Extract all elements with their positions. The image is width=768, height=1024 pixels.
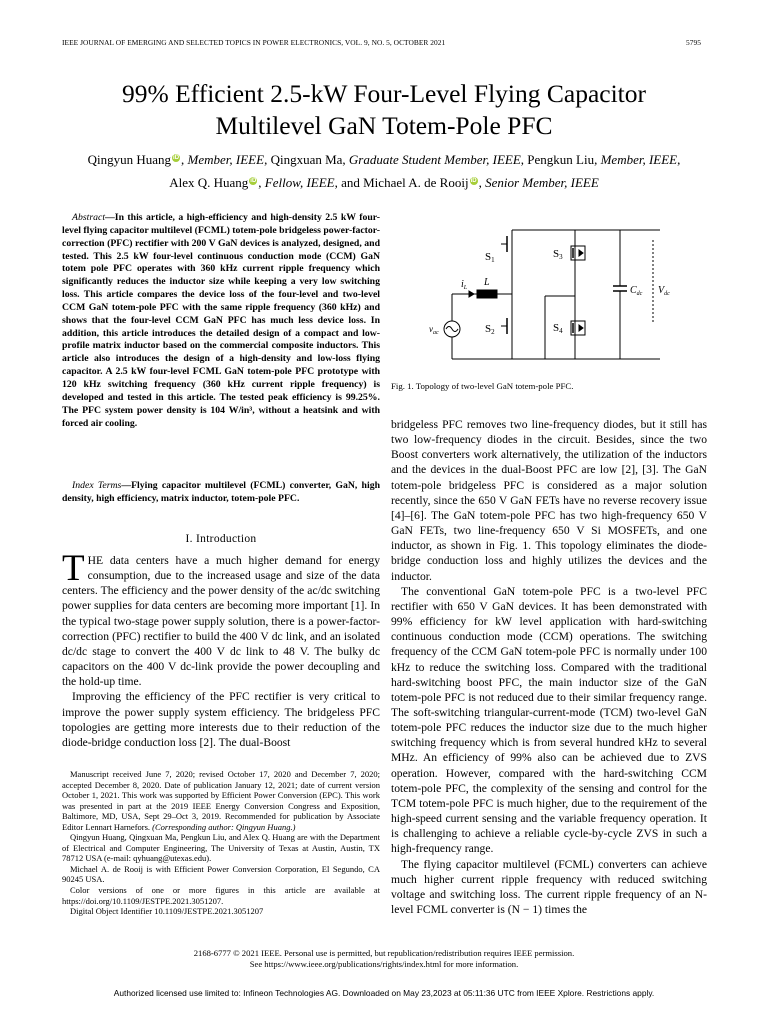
running-header: IEEE JOURNAL OF EMERGING AND SELECTED TOPICS IN POWER ELECTRONICS, VOL. 9, NO. 5, OCTOBER 2021 — [62, 38, 446, 47]
footnote-doi: Digital Object Identifier 10.1109/JESTPE.2021.3051207 — [70, 906, 264, 917]
author-name: Michael A. de Rooij — [363, 175, 469, 190]
author-line-1: Qingyun Huang iD , Member, IEEE, Qingxuan Ma, Graduate Student Member, IEEE, Pengkun Liu, Member, IEEE, — [87, 152, 681, 167]
figure-1-caption: Fig. 1. Topology of two-level GaN totem-pole PFC. — [391, 381, 574, 391]
index-terms-label: Index Terms — [72, 480, 122, 491]
paper-title-line-1: 99% Efficient 2.5-kW Four-Level Flying Capacitor — [121, 79, 646, 108]
label-il: $i_L$ — [461, 279, 468, 291]
page-number: 5795 — [686, 38, 701, 47]
orcid-icon[interactable]: iD — [250, 178, 257, 184]
intro-body — [62, 548, 380, 750]
author-name: Pengkun Liu — [527, 152, 595, 167]
footnote-corresponding: (Corresponding author: Qingyun Huang.) — [152, 821, 296, 832]
label-vdc: $V_{dc}$ — [658, 285, 670, 297]
label-s2: S2 — [485, 323, 495, 336]
abstract: Abstract—In this article, a high-efficiency and high-density 2.5 kW four-level flying capacitor multilevel (FCML) totem-pole bridgeless power-factor-correction (PFC) rectifier with 200 V GaN devices is analyzed, designed, and tested. This 2.5 kW four-level continuous conduction mode (CCM) GaN totem pole PFC operates with 360 kHz current ripple frequency which significantly reduces the inductor size while keeping a very low switching loss. This article compares the device loss of the four-level and two-level CCM GaN totem-pole PFC with the same ripple frequency (360 kHz) and shows that the four-level CCM GaN PFC has much less device loss. In addition, this article introduces the detailed design of a compact and low-profile matrix inductor based on the commercial composite inductors. This article also introduces the design of a high-density and low-loss flying capacitor. A 2.5 kW four-level FCML GaN totem-pole PFC prototype with 120 kHz switching frequency (360 kHz current ripple frequency) is developed and tested in this article. The tested peak efficiency is 99.25%. The PFC system power density is 104 W/in³, without a heatsink and with forced air cooling. — [62, 212, 380, 429]
label-s3: S3 — [553, 248, 563, 261]
authorized-use-banner: Authorized licensed use limited to: Infineon Technologies AG. Downloaded on May 23,2023 at 05:11:36 UTC from IEEE Xplore. Restrictions apply. — [113, 988, 655, 998]
author-name: Alex Q. Huang — [169, 175, 249, 190]
author-role: Member, IEEE — [600, 152, 678, 167]
right-paragraph-2: The conventional GaN totem-pole PFC is a two-level PFC rectifier with 650 V GaN devices. It has been demonstrated with 99% efficiency for kW level application with hard-switching continuous conduction mode (CCM) operations. The switching frequency of the CCM GaN totem-pole PFC is normally under 100 kHz to reduce the switching loss. Compared with the traditional hard-switching boost PFC, the main inductor size of the GaN totem-pole PFC is not reduced due to their similar frequency range. The soft-switching triangular-current-mode (TCM) two-level GaN totem-pole PFC reduces the inductor size due to the much higher switching frequency which is from several hundred kHz to several MHz. An efficiency of 99% also can be achieved due to ZVS operation. However, compared with the hard-switching CCM totem-pole PFC, the complexity of the sensing and control for the TCM totem-pole PFC is much higher, due to the requirement of the high-speed current sensing and the variable frequency operation. It is challenging to achieve a reliable cycle-by-cycle ZVS in such a high-frequency range. — [391, 584, 707, 856]
label-vac: $v_{ac}$ — [429, 324, 439, 336]
footnotes — [62, 769, 380, 917]
author-name: Qingxuan Ma — [270, 152, 343, 167]
author-role: Graduate Student Member, IEEE — [348, 152, 521, 167]
orcid-icon[interactable]: iD — [173, 155, 180, 161]
index-terms: Index Terms—Flying capacitor multilevel (FCML) converter, GaN, high density, high efficiency, matrix inductor, totem-pole PFC. — [62, 480, 380, 504]
label-s1: S1 — [485, 251, 495, 264]
current-arrow-icon — [469, 291, 474, 297]
copyright-line: 2168-6777 © 2021 IEEE. Personal use is permitted, but republication/redistribution requires IEEE permission. — [193, 948, 575, 958]
abstract-text: In this article, a high-efficiency and high-density 2.5 kW four-level flying capacitor multilevel (FCML) totem-pole bridgeless power-factor-correction (PFC) rectifier with 200 V GaN devices is analyzed, designed, and tested. This 2.5 kW four-level continuous conduction mode (CCM) GaN totem pole PFC operates with 360 kHz current ripple frequency which significantly reduces the inductor size while keeping a very low switching loss. This article compares the device loss of the four-level and two-level CCM GaN totem-pole PFC with the same ripple frequency (360 kHz) and shows that the four-level CCM GaN PFC has much less device loss. In addition, this article introduces the detailed design of a compact and low-profile matrix inductor based on the commercial composite inductors. This article also introduces the design of a high-density and low-loss flying capacitor. A 2.5 kW four-level FCML GaN totem-pole PFC prototype with 120 kHz switching frequency (360 kHz current ripple frequency) is developed and tested in this article. The tested peak efficiency is 99.25%. The PFC system power density is 104 W/in³, without a heatsink and with forced air cooling. — [62, 212, 380, 429]
right-paragraph-3: The flying capacitor multilevel (FCML) converters can achieve much higher current ripple frequency with reduced switching voltage and switching loss. The current ripple frequency of an N-level FCML converter is (N − 1) times the — [391, 857, 707, 916]
intro-paragraph-1: HE data centers have a much higher demand for energy consumption, due to the increased usage and size of the data centers. The efficiency and the power density of the ac/dc switching power supplies for data centers are becoming more important [1]. In the typical two-stage power supply solution, there is a power-factor-correction (PFC) rectifier to build the 400 V dc link, and an isolated dc/dc stage to convert the 400 V dc link to 48 V. The bulky dc capacitors on the 400 V dc-link provide the power decoupling and the hold-up time. — [62, 554, 380, 689]
footnote-color-versions: Color versions of one or more figures in this article are available at https://doi.org/10.1109/JESTPE.2021.3051207. — [62, 885, 380, 906]
author-role: Fellow, IEEE — [264, 175, 335, 190]
ac-wave-symbol — [446, 327, 458, 332]
paper-title-line-2: Multilevel GaN Totem-Pole PFC — [215, 111, 553, 140]
label-s4: S4 — [553, 322, 563, 335]
abstract-label: Abstract — [72, 212, 106, 223]
intro-paragraph-2: Improving the efficiency of the PFC rectifier is very critical to improve the power supply system efficiency. The bridgeless PFC topologies are getting more interests due to their reduction of the diode-bridge conduction loss [2]. The dual-Boost — [62, 690, 380, 749]
footnote-affiliation: Qingyun Huang, Qingxuan Ma, Pengkun Liu, and Alex Q. Huang are with the Department of Electrical and Computer Engineering, The University of Texas at Austin, Austin, TX 78712 USA (e-mail: qyhuang@utexas.edu). — [62, 832, 380, 864]
label-l: L — [484, 277, 490, 288]
right-column-body — [391, 417, 707, 917]
orcid-icon[interactable]: iD — [470, 178, 477, 184]
right-paragraph-1: bridgeless PFC removes two line-frequency diodes, but it still has two low-frequency diodes in the circuit. Besides, since the two Boost converters work alternatively, the utilization of the inductors and the devices in the dual-Boost PFC are low [2], [3]. The GaN totem-pole bridgeless PFC is considered as a major solution recently, since the 650 V GaN FETs have no reverse recovery issue [4]–[6]. The GaN totem-pole PFC has two high-frequency 650 V GaN FETs, two line-frequency 650 V Si MOSFETs, and one inductor, as shown in Fig. 1. This topology eliminates the diode-bridge conduction loss and highly utilizes the devices and the inductor. — [391, 418, 707, 583]
footnote-affiliation-2: Michael A. de Rooij is with Efficient Power Conversion Corporation, El Segundo, CA 90245 USA. — [62, 863, 380, 885]
author-line-2: Alex Q. Huang iD , Fellow, IEEE, and Michael A. de Rooij iD , Senior Member, IEEE — [169, 175, 599, 190]
author-role: Member, IEEE — [187, 152, 265, 167]
author-role: Senior Member, IEEE — [485, 175, 599, 190]
inductor-symbol — [477, 290, 497, 298]
label-cdc: $C_{dc}$ — [630, 285, 643, 297]
drop-cap: T — [62, 548, 85, 589]
rights-link[interactable]: See https://www.ieee.org/publications/rights/index.html for more information. — [249, 959, 519, 969]
section-heading: I. Introduction — [185, 533, 257, 545]
footnote-received: Manuscript received June 7, 2020; revised October 17, 2020 and December 7, 2020; accepted December 8, 2020. Date of publication January 12, 2021; date of current version October 1, 2021. This work was supported by Efficient Power Conversion (EPC). This work was presented in part at the 2019 IEEE Energy Conversion Congress and Exposition, Baltimore, MD, USA, Sept 29–Oct 3, 2019. Recommended for publication by Associate Editor Lennart Harnefors. — [62, 769, 380, 832]
author-name: Qingyun Huang — [87, 152, 172, 167]
copyright-notice — [0, 948, 768, 970]
figure-1-circuit — [425, 218, 695, 373]
index-terms-text: Flying capacitor multilevel (FCML) converter, GaN, high density, high efficiency, matrix inductor, totem-pole PFC. — [62, 480, 380, 504]
